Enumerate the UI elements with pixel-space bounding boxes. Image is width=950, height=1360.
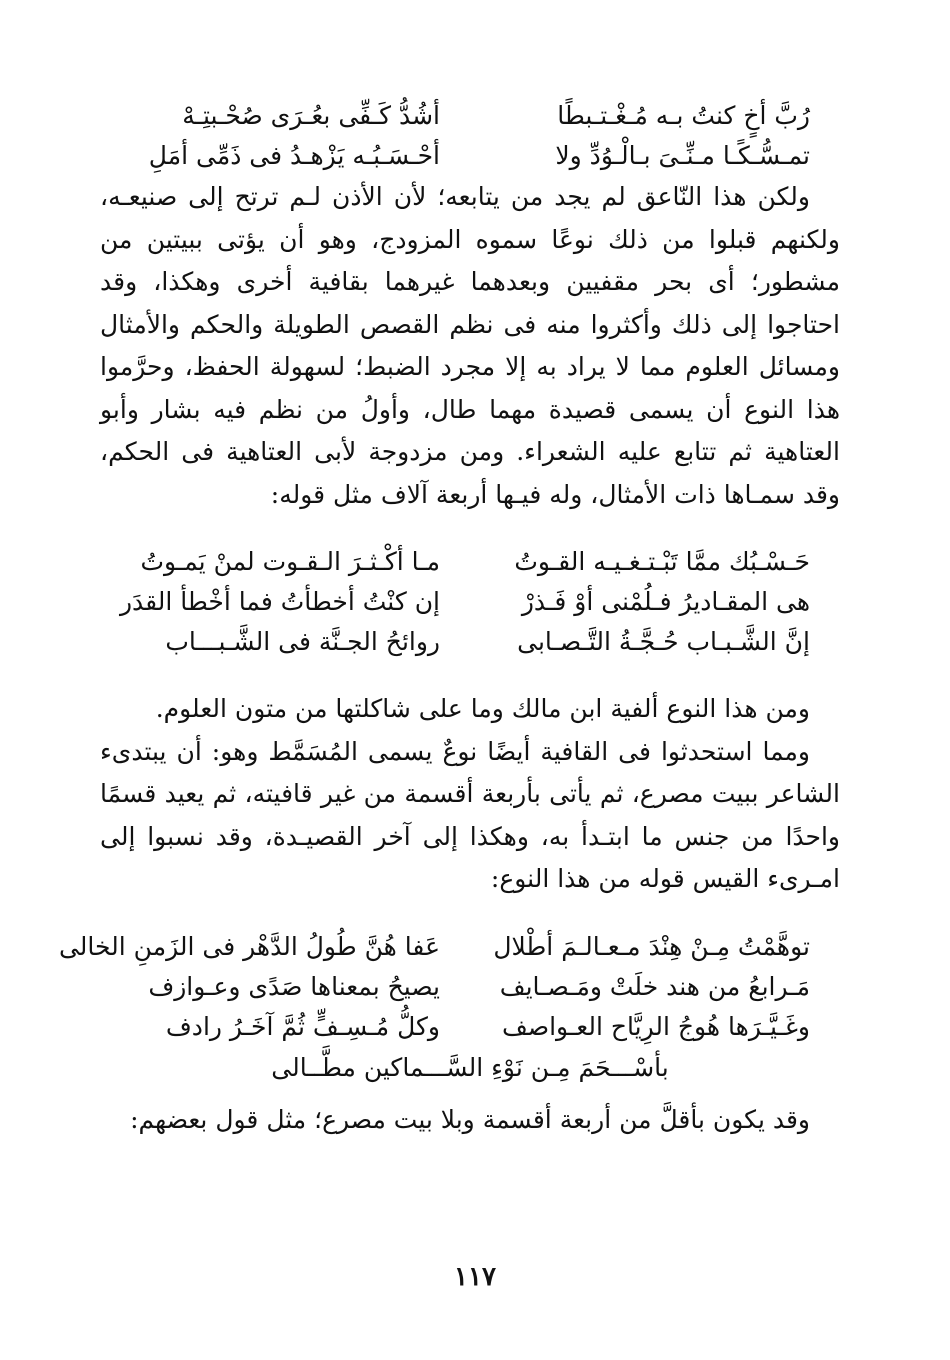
paragraph-musammat [100,731,840,901]
hemistich-first: تمـسُّـكًـا مـنِّـىَ بـالْـوُدِّ ولا [555,141,810,170]
text-line: ومما استحدثوا فى القافية أيضًا نوعٌ يسمى المُسَمَّط وهو: أن يبتدىء الشاعر [100,736,840,808]
hemistich-second: أحْـسَـبُـه يَزْهـدُ فى ذَمِّى أمَلِ [148,141,440,170]
verse-refrain: بأسْـــحَمَ مِـن نَوْءِ السَّـــماكين مطَّــالى [271,1052,669,1082]
text-line: ومن هذا النوع ألفية ابن مالك وما على شاكلتها من متون العلوم. [155,694,810,723]
verse-line [100,967,840,1007]
text-line: ولكن هذا النّاعق لم يجد من يتابعه؛ لأن الأذن لـم ترتح إلى صنيعـه، [100,182,810,211]
verses-group-3 [58,927,840,1089]
hemistich-second: روائحُ الجـنَّة فى الشَّـبـــاب [165,627,440,656]
hemistich-second: مـا أكْـثـرَ الـقـوت لمنْ يَمـوتُ [140,547,440,576]
hemistich-first: هى المقـاديرُ فـلُمْنى أوْ فَـذرْ [521,587,810,616]
paragraph-alfiya [100,688,840,731]
text-line: يراد به إلا مجرد الضبط؛ لسهولة الحفظ، وحرَّموا هذا النوع أن يسمى قصيدة [100,352,840,424]
verse-line [100,582,840,622]
hemistich-second: عَفا هُنَّ طُولُ الدَّهْر فى الزَمنِ الخالى [58,931,440,961]
text-line: وقد يكون بأقلَّ من أربعة أقسمة وبلا بيت مصرع؛ مثل قول بعضهم: [130,1104,810,1134]
paragraph-muzdawaj [100,176,840,516]
hemistich-first: إنَّ الشَّـبـاب حُـجَّـةُ التَّـصـابى [517,627,810,656]
hemistich-first: وغَـيَّـرَها هُوجُ الرِيَّاح العـواصف [502,1011,810,1041]
page-body [58,96,841,1141]
verses-group-2 [100,542,840,662]
text-line: مزدوجة لأبى العتاهية فى الحكم، وقد سمـاها ذات الأمثال، وله فيـها أربعة [100,437,840,509]
text-line: مهما طال، وأولُ من نظم فيه بشار وأبو العتاهية ثم تتابع عليه الشعراء. ومن [100,394,840,466]
text-line: ببيت مصرع، ثم يأتى بأربعة أقسمة من غير قافيته، ثم يعيد قسمًا واحدًا من [100,779,840,851]
hemistich-second: أشُدُّ كَـفِّى بعُـرَى صُحْـبتِـهْ [182,101,440,130]
paragraph-closing [100,1099,840,1142]
hemistich-first: توهَّمْتُ مِـنْ هِنْدَ مـعـالـمَ أطْلال [493,931,810,961]
verse-line [100,96,840,136]
hemistich-second: يصيحُ بمعناها صَدًى وعـوازف [148,971,440,1001]
text-line: قوله من هذا النوع: [490,864,685,893]
hemistich-second: وكلُّ مُـسِـفٍّ ثُمَّ آخَـرُ رادف [165,1011,440,1041]
text-line: وأكثروا منه فى نظم القصص الطويلة والحكم والأمثال ومسائل العلوم مما لا [100,309,840,381]
text-line: آلاف مثل قوله: [270,479,428,509]
page-number: ١١٧ [454,1262,496,1292]
hemistich-first: رُبَّ أخٍ كنتُ بـه مُـغْـتـبطًا [557,101,810,130]
verse-line [58,927,840,967]
hemistich-second: إن كنْتُ أخطأتُ فما أخْطأ القدَر [119,587,440,616]
verses-group-1 [100,96,840,176]
verse-line [100,542,840,582]
text-line: ولكنهم قبلوا من ذلك نوعًا سموه المزودج، وهو أن يؤتى ببيتين من مشطور؛ [100,224,841,296]
verse-line [100,622,840,662]
hemistich-first: مَـرابعُ من هند خلَتْ ومَـصـايف [499,971,810,1001]
text-line: أى بحر مقفيين وبعدهما غيرهما بقافية أخرى وهكذا، وقد احتاجوا إلى ذلك [100,267,840,339]
verse-line [100,136,840,176]
text-line: جنس ما ابتـدأ به، وهكذا إلى آخر القصيـدة، وقد نسبوا إلى امـرىء القيس [100,821,840,893]
verse-line [100,1007,840,1047]
hemistich-first: حَـسْـبُك ممَّا تَبْـتـغـيـه القـوتُ [514,547,810,576]
